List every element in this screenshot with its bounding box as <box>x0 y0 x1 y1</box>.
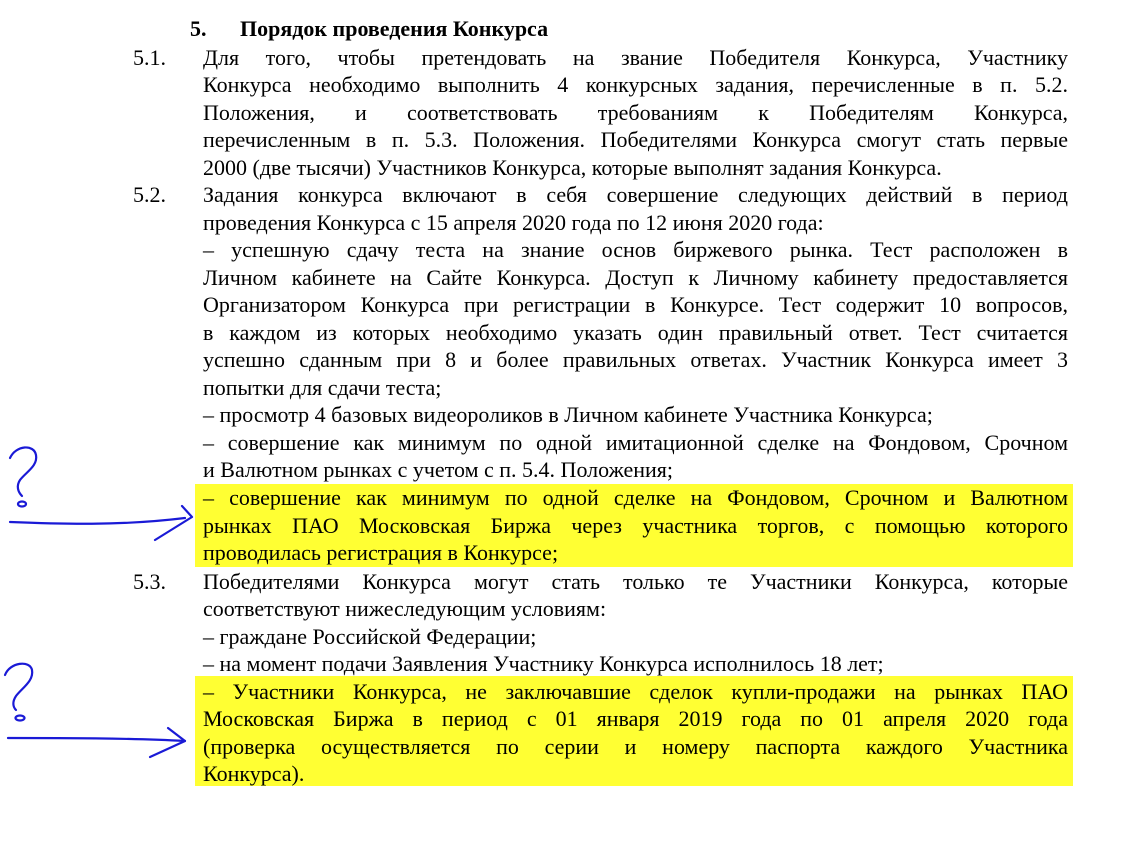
clause-5-2-line: – просмотр 4 базовых видеороликов в Личном кабинете Участника Конкурса; <box>203 402 933 427</box>
clause-5-3-line: Московская Биржа в период с 01 января 2019 года по 01 апреля 2020 года <box>203 706 1068 731</box>
clause-5-1-line: Для того, чтобы претендовать на звание Победителя Конкурса, Участнику <box>203 45 1068 70</box>
clause-5-1-line: Конкурса необходимо выполнить 4 конкурсных задания, перечисленные в п. 5.2. <box>203 72 1068 97</box>
clause-5-2-line: – совершение как минимум по одной сделке на Фондовом, Срочном и Валютном <box>203 485 1068 510</box>
clause-5-1-line: Положения, и соответствовать требованиям к Победителям Конкурса, <box>203 100 1068 125</box>
clause-5-2-line: проводилась регистрация в Конкурсе; <box>203 540 559 565</box>
clause-5-3-line: Победителями Конкурса могут стать только те Участники Конкурса, которые <box>203 569 1068 594</box>
clause-5-2-line: Задания конкурса включают в себя совершение следующих действий в период <box>203 182 1068 207</box>
clause-5-2-line: – совершение как минимум по одной имитационной сделке на Фондовом, Срочном <box>203 430 1068 455</box>
clause-5-2-line: проведения Конкурса с 15 апреля 2020 года по 12 июня 2020 года: <box>203 210 824 235</box>
clause-5-1-line: перечисленным в п. 5.3. Положения. Победителями Конкурса смогут стать первые <box>203 127 1068 152</box>
clause-5-2-line: Организатором Конкурса при регистрации в Конкурсе. Тест содержит 10 вопросов, <box>203 292 1068 317</box>
clause-5-3-line: (проверка осуществляется по серии и номеру паспорта каждого Участника <box>203 734 1068 759</box>
clause-number-5-3: 5.3. <box>133 569 166 594</box>
clause-5-2-line: рынках ПАО Московская Биржа через участника торгов, с помощью которого <box>203 513 1068 538</box>
clause-5-3-line: – Участники Конкурса, не заключавшие сделок купли-продажи на рынках ПАО <box>203 679 1068 704</box>
clause-5-2-line: успешно сданным при 8 и более правильных ответах. Участник Конкурса имеет 3 <box>203 347 1068 372</box>
clause-5-2-line: – успешную сдачу теста на знание основ биржевого рынка. Тест расположен в <box>203 237 1068 262</box>
clause-5-3-line: – на момент подачи Заявления Участнику Конкурса исполнилось 18 лет; <box>203 651 884 676</box>
section-title: Порядок проведения Конкурса <box>240 16 549 41</box>
clause-5-2-line: попытки для сдачи теста; <box>203 375 442 400</box>
section-number: 5. <box>190 16 207 41</box>
clause-5-3-line: – граждане Российской Федерации; <box>203 624 537 649</box>
clause-number-5-2: 5.2. <box>133 182 166 207</box>
clause-5-3-line: соответствуют нижеследующим условиям: <box>203 596 607 621</box>
clause-5-2-line: в каждом из которых необходимо указать один правильный ответ. Тест считается <box>203 320 1068 345</box>
clause-5-2-line: и Валютном рынках с учетом с п. 5.4. Положения; <box>203 457 674 482</box>
question-mark-arrow-1-icon <box>10 447 192 540</box>
clause-5-1-line: 2000 (две тысячи) Участников Конкурса, которые выполнят задания Конкурса. <box>203 155 942 180</box>
clause-5-3-line: Конкурса). <box>203 761 305 786</box>
clause-5-2-line: Личном кабинете на Сайте Конкурса. Доступ к Личному кабинету предоставляется <box>203 265 1068 290</box>
question-mark-arrow-2-icon <box>5 664 185 757</box>
clause-number-5-1: 5.1. <box>133 45 166 70</box>
